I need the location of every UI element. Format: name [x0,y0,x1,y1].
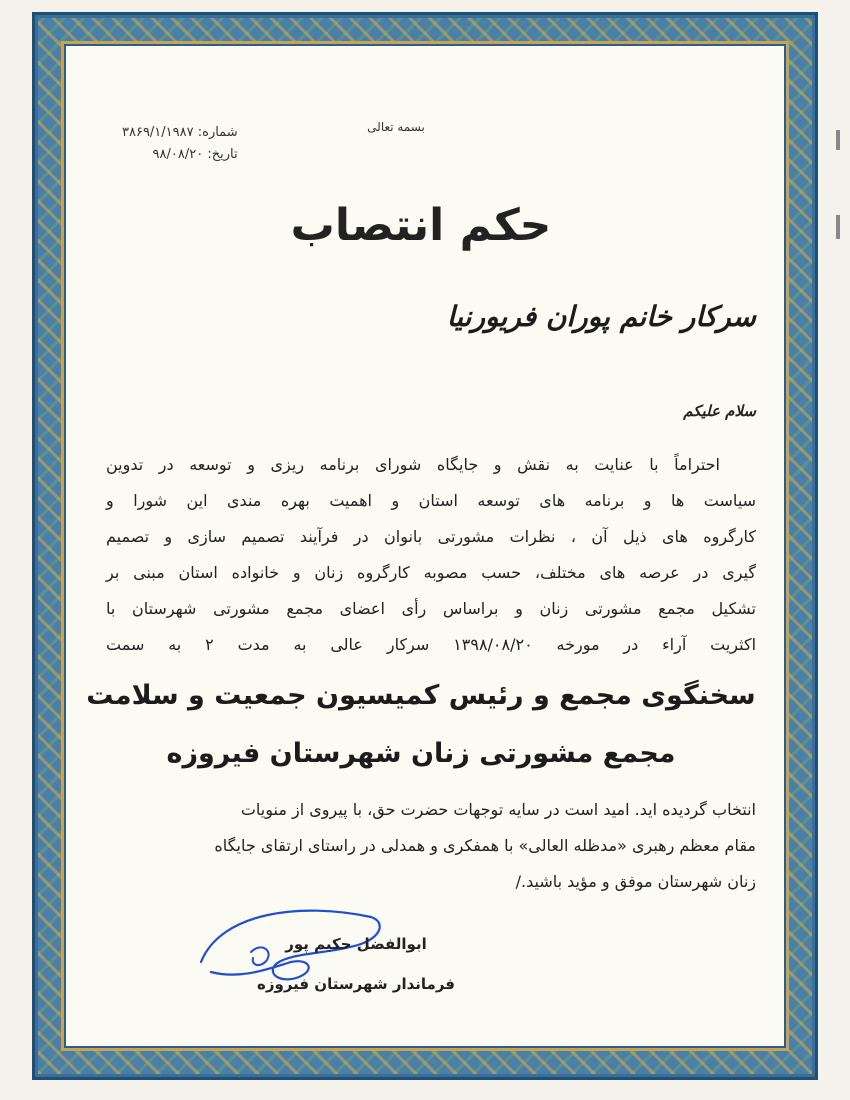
salutation: سلام علیکم [683,402,756,420]
body-line: کارگروه های ذیل آن ، نظرات مشورتی بانوان در فرآیند تصمیم سازی و تصمیم [106,527,756,546]
body-line: احتراماً با عنایت به نقش و جایگاه شورای برنامه ریزی و توسعه در تدوین [106,455,720,474]
recipient-name: سرکار خانم پوران فریورنیا [446,300,756,333]
body-line: تشکیل مجمع مشورتی زنان و براساس رأی اعضای مجمع مشورتی شهرستان با [106,599,756,618]
closing-line: زنان شهرستان موفق و مؤید باشید./ [515,872,756,891]
document-title: حکم انتصاب [290,200,552,251]
body-line: اکثریت آراء در مورخه ۱۳۹۸/۰۸/۲۰ سرکار عالی به مدت ۲ به سمت [106,635,757,654]
number-label: شماره: [197,125,238,140]
edge-scan-mark [836,215,840,239]
date-label: تاریخ: [207,147,238,162]
body-line: گیری در عرصه های مختلف، حسب مصوبه کارگروه زنان و خانواده استان مبنی بر [106,563,756,582]
body-line: سیاست ها و برنامه های توسعه استان و اهمیت بهره مندی این شورا و [106,491,756,510]
document-content [66,50,776,1050]
number-value: ۳۸۶۹/۱/۱۹۸۷ [122,125,194,140]
position-subtitle: مجمع مشورتی زنان شهرستان فیروزه [166,738,676,769]
signer-title: فرماندار شهرستان فیروزه [257,975,455,993]
closing-line: مقام معظم رهبری «مدظله العالی» با همفکری و همدلی در راستای ارتقای جایگاه [214,836,756,855]
signer-name: ابوالفضل حکیم پور [285,935,427,953]
reference-number [122,122,238,144]
edge-scan-mark [836,130,840,150]
position-title: سخنگوی مجمع و رئیس کمیسیون جمعیت و سلامت [86,680,756,711]
reference-block [122,122,238,166]
reference-date [122,144,238,166]
closing-line: انتخاب گردیده اید. امید است در سایه توجهات حضرت حق، با پیروی از منویات [240,800,756,819]
basmala: بسمه تعالی [367,120,425,134]
date-value: ۹۸/۰۸/۲۰ [152,147,204,162]
